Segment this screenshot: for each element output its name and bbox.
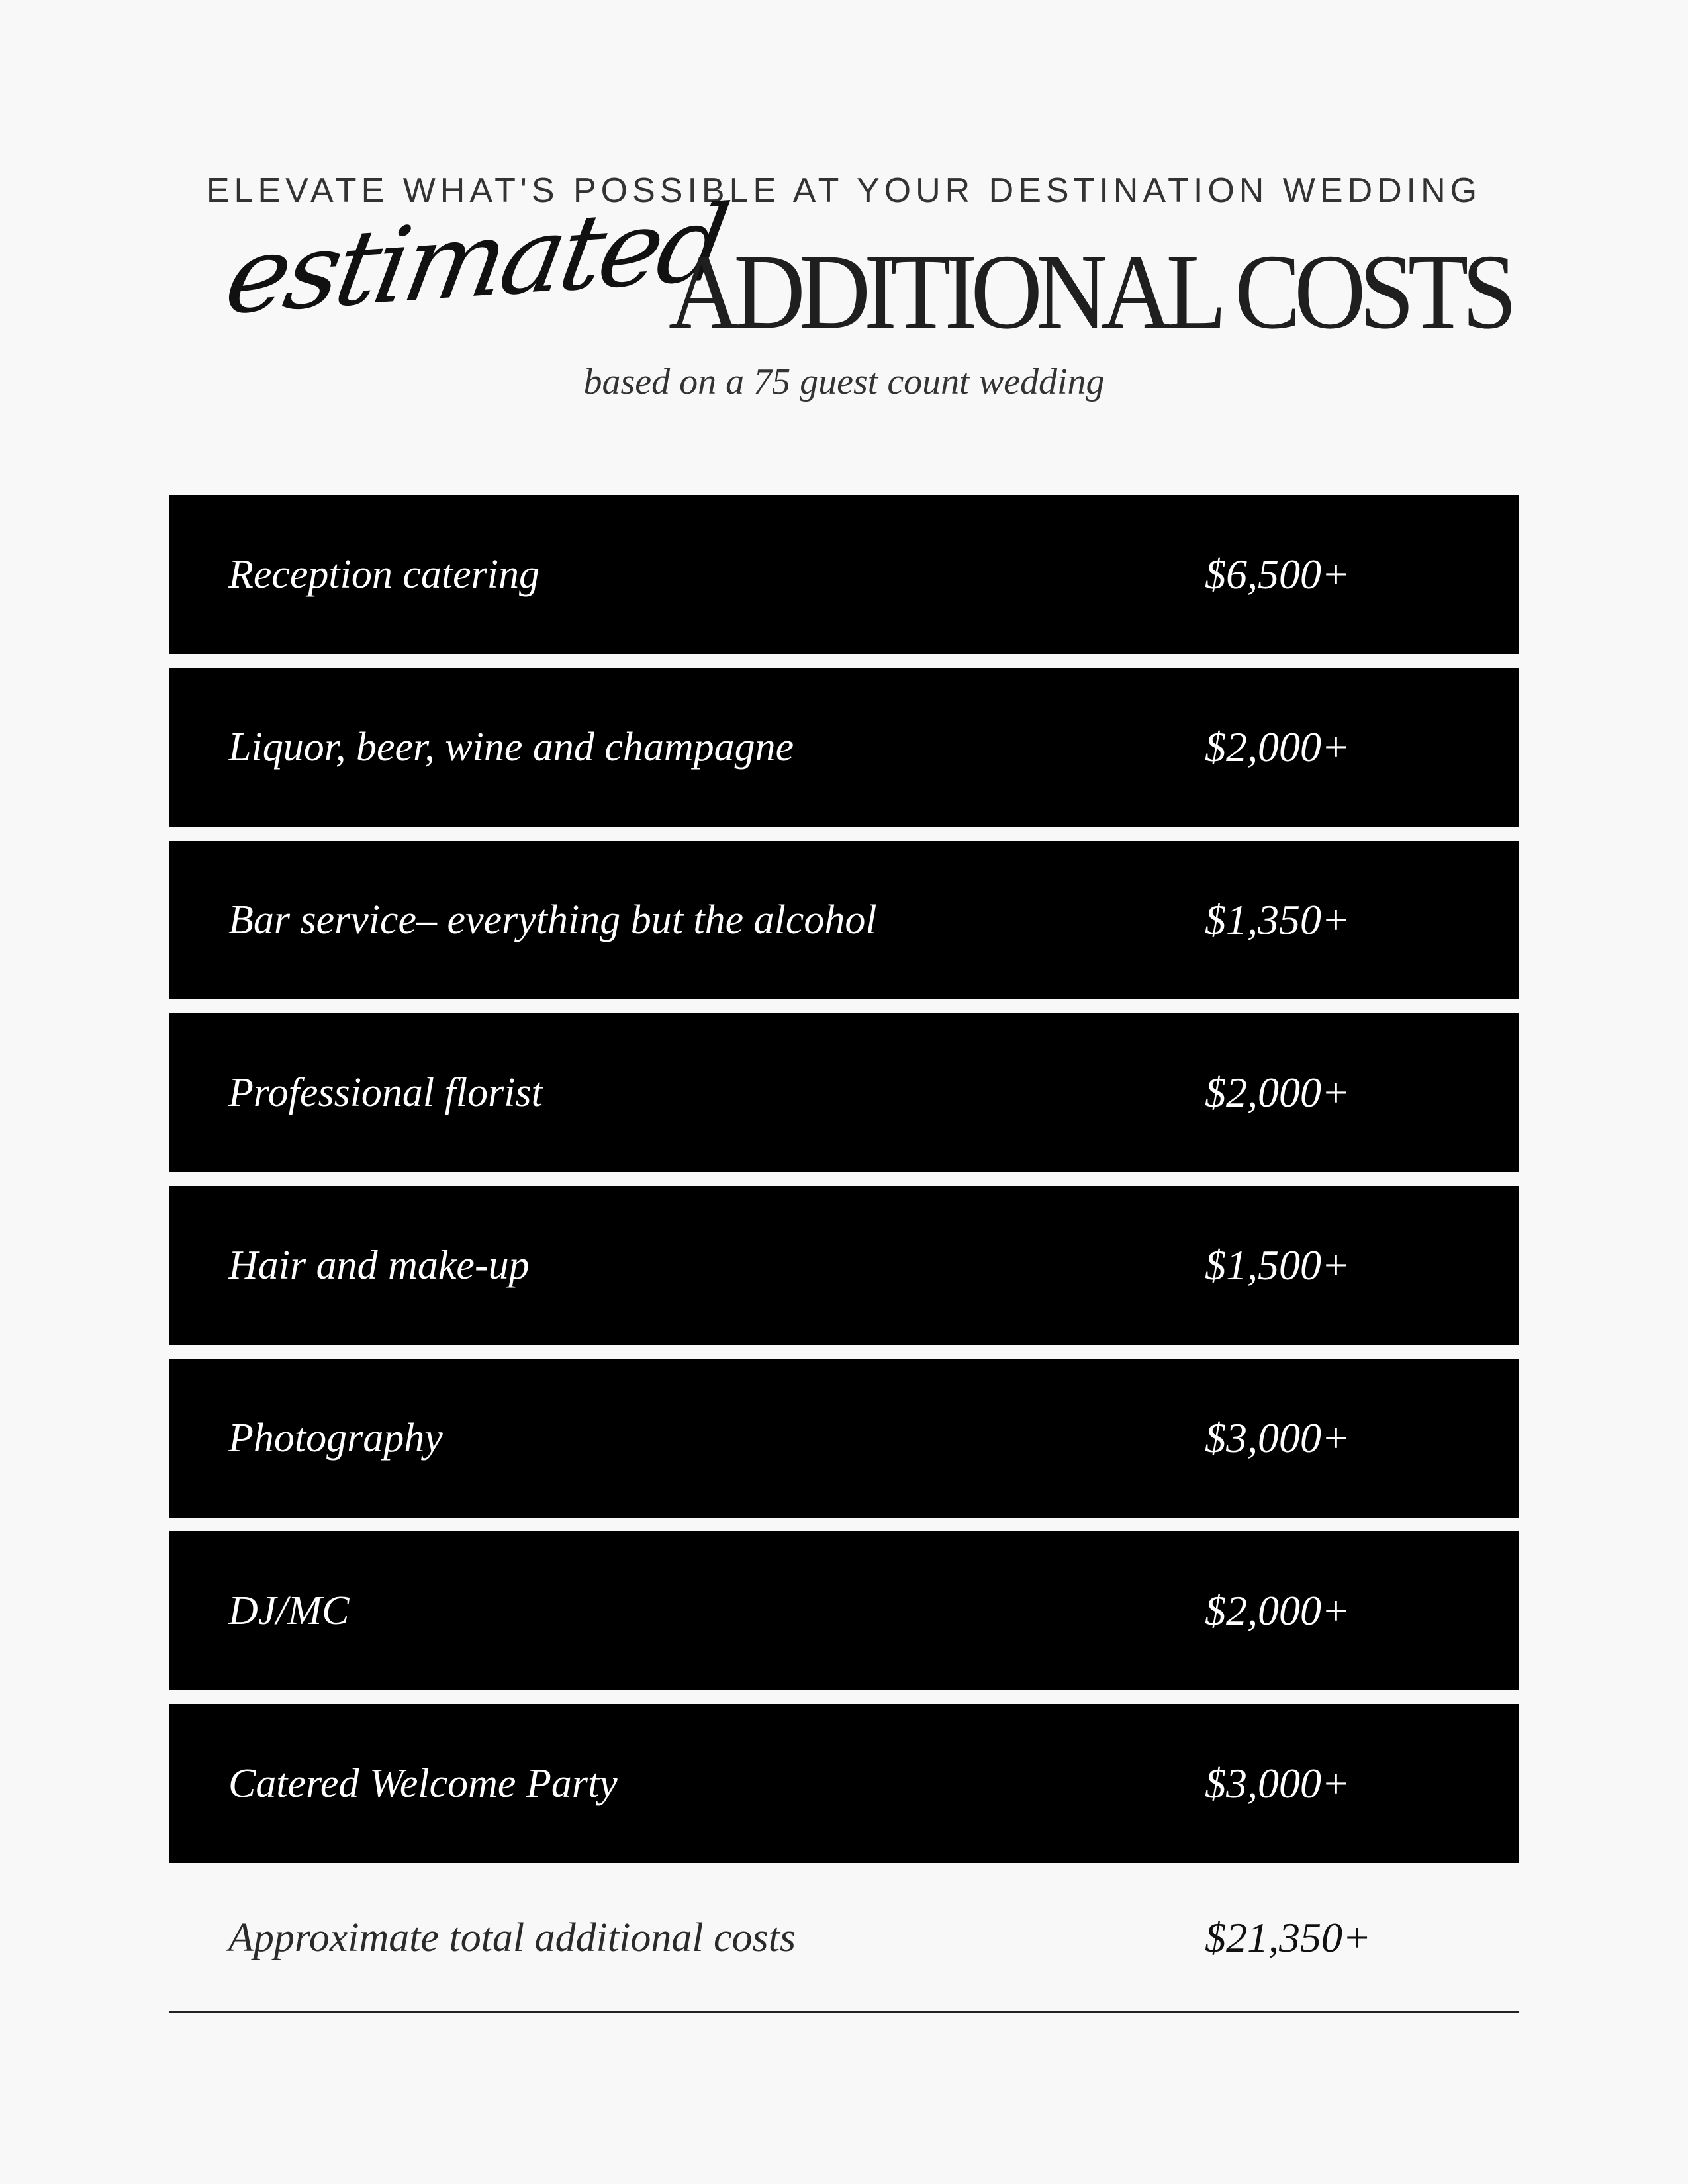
cost-value: $3,000+ <box>1205 1760 1350 1807</box>
cost-row-photography <box>169 1359 1519 1518</box>
cost-label: Hair and make-up <box>228 1243 530 1288</box>
total-row <box>169 1865 1519 2013</box>
cost-row-florist <box>169 1013 1519 1172</box>
cost-list <box>169 495 1519 1877</box>
cost-label: Bar service– everything but the alcohol <box>228 897 877 942</box>
page-subtitle: based on a 75 guest count wedding <box>583 361 1105 402</box>
cost-value: $3,000+ <box>1205 1414 1350 1461</box>
cost-row-liquor <box>169 668 1519 827</box>
cost-row-welcome-party <box>169 1704 1519 1863</box>
cost-row-bar-service <box>169 841 1519 999</box>
total-value: $21,350+ <box>1205 1914 1372 1961</box>
cost-value: $2,000+ <box>1205 723 1350 770</box>
total-label: Approximate total additional costs <box>228 1915 796 1960</box>
cost-value: $2,000+ <box>1205 1069 1350 1116</box>
cost-label: Reception catering <box>228 552 539 597</box>
cost-value: $1,350+ <box>1205 896 1350 943</box>
cost-row-dj-mc <box>169 1531 1519 1690</box>
cost-label: Photography <box>228 1416 443 1461</box>
cost-value: $2,000+ <box>1205 1587 1350 1634</box>
cost-value: $1,500+ <box>1205 1242 1350 1289</box>
cost-row-reception-catering <box>169 495 1519 654</box>
cost-label: Liquor, beer, wine and champagne <box>228 725 794 770</box>
cost-label: Professional florist <box>228 1070 543 1115</box>
page-kicker: ELEVATE WHAT'S POSSIBLE AT YOUR DESTINATION WEDDING <box>206 171 1482 210</box>
title-caps: ADDITIONAL COSTS <box>669 232 1511 351</box>
cost-value: $6,500+ <box>1205 551 1350 598</box>
cost-label: DJ/MC <box>228 1588 350 1633</box>
title-script-word: estimated <box>216 183 734 338</box>
cost-label: Catered Welcome Party <box>228 1761 618 1806</box>
cost-row-hair-makeup <box>169 1186 1519 1345</box>
